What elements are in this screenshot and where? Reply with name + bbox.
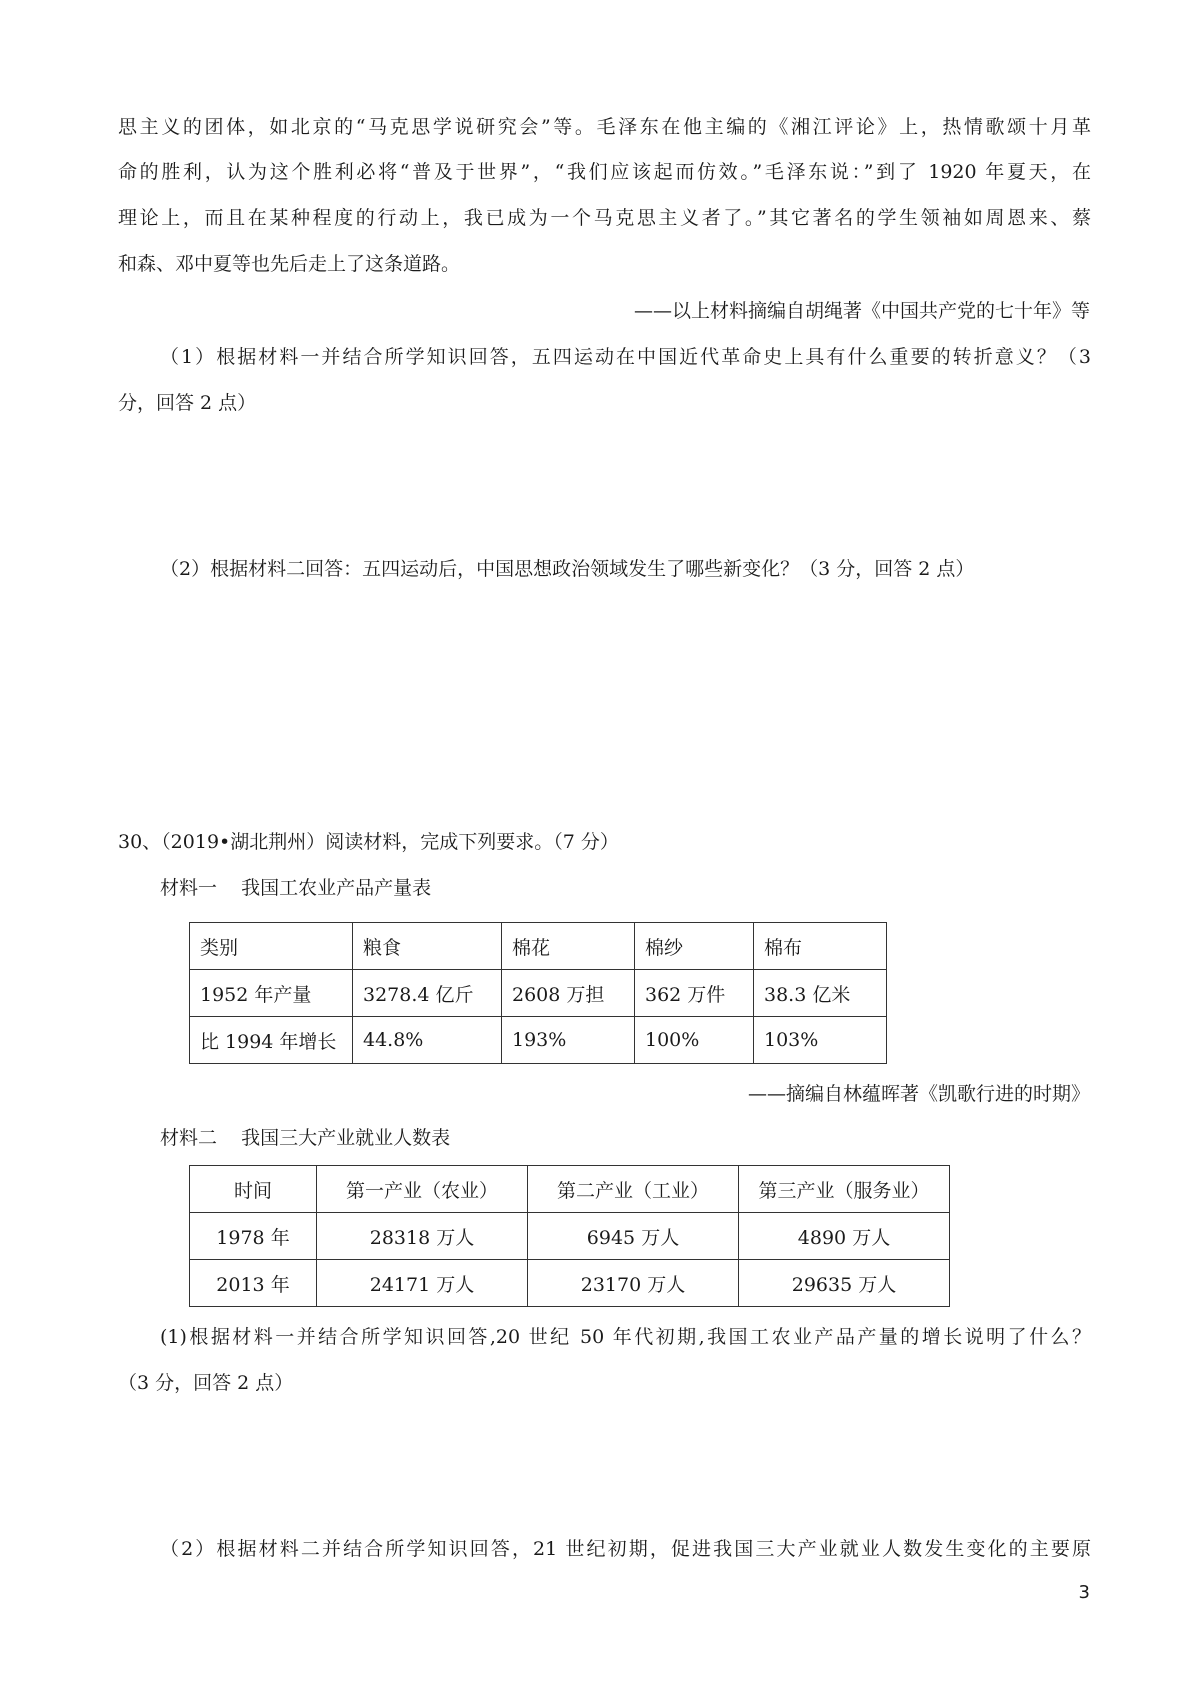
table-cell: 棉花 — [502, 923, 635, 970]
material-1-title: 材料一 我国工农业产品产量表 — [160, 877, 432, 899]
table-cell: 第二产业（工业） — [528, 1166, 739, 1213]
table-cell: 28318 万人 — [317, 1213, 528, 1260]
table-cell: 2013 年 — [190, 1260, 317, 1307]
table-cell: 时间 — [190, 1166, 317, 1213]
table-row — [190, 923, 887, 970]
question-30-1: (1)根据材料一并结合所学知识回答,20 世纪 50 年代初期,我国工农业产品产量的增长说明了什么？ — [160, 1326, 1091, 1348]
table-cell: 2608 万担 — [502, 970, 635, 1017]
table-row — [190, 1213, 950, 1260]
question-30-1-continued: （3 分，回答 2 点） — [118, 1372, 294, 1394]
paragraph-line: 命的胜利，认为这个胜利必将“普及于世界”，“我们应该起而仿效。”毛泽东说：”到了 1920 年夏天，在 — [118, 161, 1091, 183]
table-cell: 103% — [754, 1017, 887, 1064]
table-cell: 棉纱 — [635, 923, 754, 970]
table-cell: 24171 万人 — [317, 1260, 528, 1307]
production-table — [189, 922, 887, 1064]
table-cell: 4890 万人 — [739, 1213, 950, 1260]
table-cell: 29635 万人 — [739, 1260, 950, 1307]
table-cell: 1952 年产量 — [190, 970, 353, 1017]
table-row — [190, 1017, 887, 1064]
table-row — [190, 970, 887, 1017]
table-cell: 类别 — [190, 923, 353, 970]
source-citation: ——摘编自林蕴晖著《凯歌行进的时期》 — [747, 1083, 1090, 1105]
question-29-1: （1）根据材料一并结合所学知识回答，五四运动在中国近代革命史上具有什么重要的转折意义？（3 — [160, 346, 1091, 368]
paragraph-line: 思主义的团体，如北京的“马克思学说研究会”等。毛泽东在他主编的《湘江评论》上，热情歌颂十月革 — [118, 116, 1091, 138]
table-cell: 第一产业（农业） — [317, 1166, 528, 1213]
paragraph-line: 理论上，而且在某种程度的行动上，我已成为一个马克思主义者了。”其它著名的学生领袖如周恩来、蔡 — [118, 207, 1091, 229]
material-2-title: 材料二 我国三大产业就业人数表 — [160, 1127, 451, 1149]
table-row — [190, 1260, 950, 1307]
table-cell: 1978 年 — [190, 1213, 317, 1260]
paragraph-line: 和森、邓中夏等也先后走上了这条道路。 — [118, 253, 461, 275]
table-cell: 第三产业（服务业） — [739, 1166, 950, 1213]
page-number: 3 — [1078, 1582, 1090, 1603]
table-cell: 比 1994 年增长 — [190, 1017, 353, 1064]
table-cell: 棉布 — [754, 923, 887, 970]
table-cell: 粮食 — [353, 923, 502, 970]
question-29-2: （2）根据材料二回答：五四运动后，中国思想政治领域发生了哪些新变化？（3 分，回答 2 点） — [160, 558, 975, 580]
question-30-2: （2）根据材料二并结合所学知识回答，21 世纪初期，促进我国三大产业就业人数发生变化的主要原 — [160, 1538, 1091, 1560]
table-cell: 6945 万人 — [528, 1213, 739, 1260]
question-29-1-continued: 分，回答 2 点） — [118, 392, 257, 414]
table-cell: 3278.4 亿斤 — [353, 970, 502, 1017]
table-cell: 38.3 亿米 — [754, 970, 887, 1017]
table-cell: 44.8% — [353, 1017, 502, 1064]
table-cell: 23170 万人 — [528, 1260, 739, 1307]
table-cell: 193% — [502, 1017, 635, 1064]
table-cell: 362 万件 — [635, 970, 754, 1017]
table-cell: 100% — [635, 1017, 754, 1064]
employment-table — [189, 1165, 950, 1307]
source-citation: ——以上材料摘编自胡绳著《中国共产党的七十年》等 — [633, 300, 1090, 322]
table-row — [190, 1166, 950, 1213]
question-30-header: 30、（2019•湖北荆州）阅读材料，完成下列要求。（7 分） — [118, 831, 619, 853]
